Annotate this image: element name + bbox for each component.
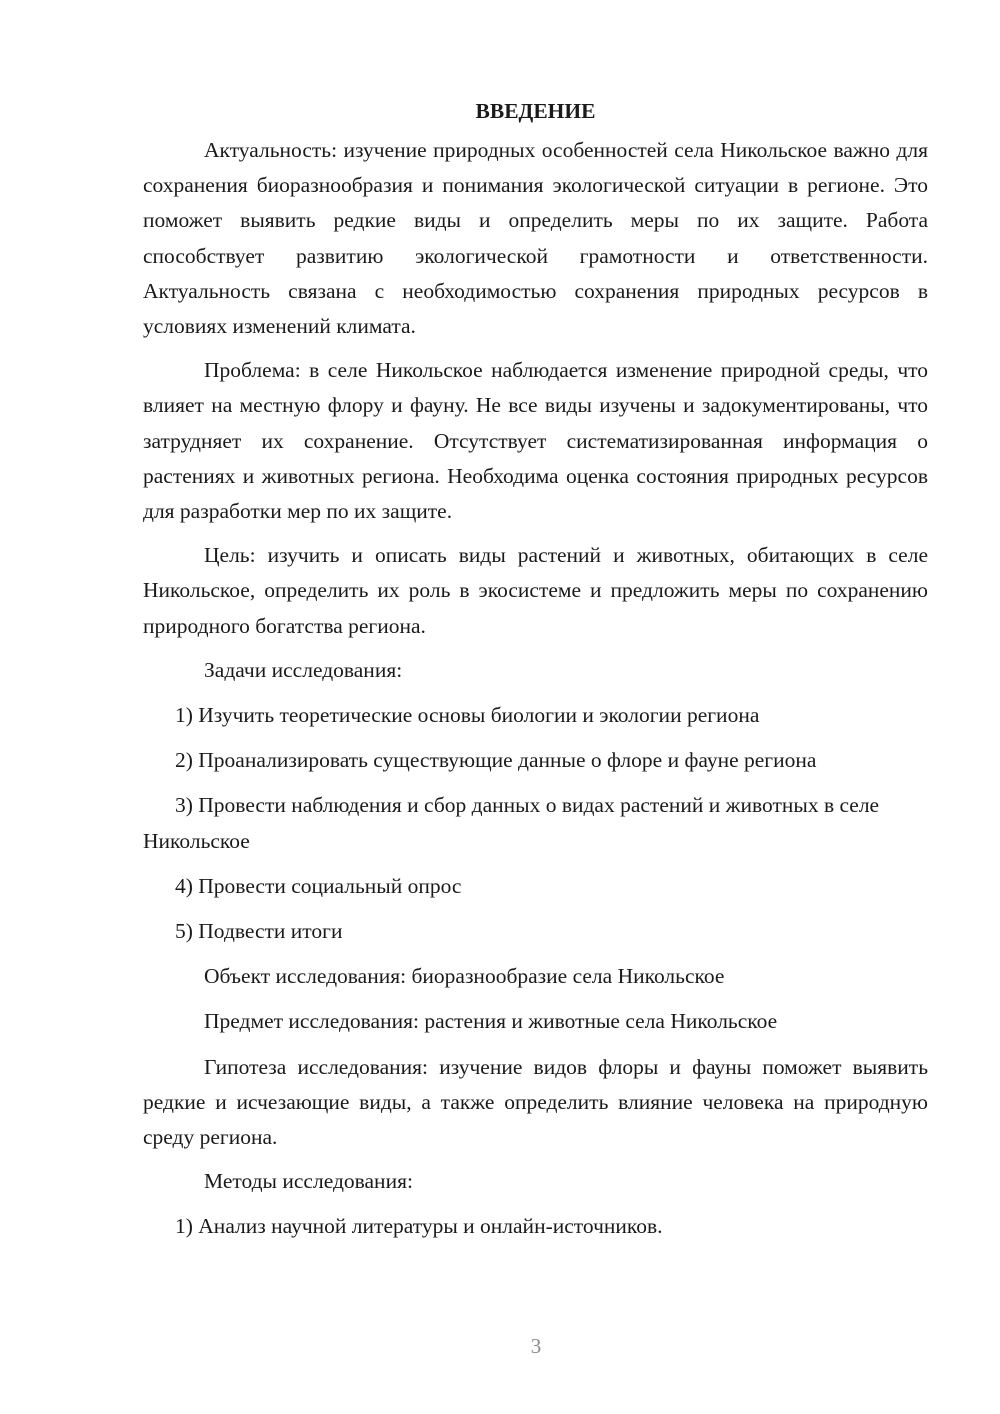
tasks-heading: Задачи исследования:: [204, 657, 403, 682]
task-item-4: 4) Провести социальный опрос: [175, 873, 462, 898]
page-content: [143, 94, 928, 1255]
method-item-1: 1) Анализ научной литературы и онлайн-источников.: [175, 1214, 663, 1239]
relevance-paragraph: Актуальность: изучение природных особенностей села Никольское важно для сохранения биоразнообразия и понимания экологической ситуации в регионе. Это поможет выявить редкие виды и определить меры по их защите. Работа способствует развитию экологической грамотности и ответственности. Актуальность связана с необходимостью сохранения природных ресурсов в условиях изменений климата.: [143, 138, 928, 339]
task-item-1: 1) Изучить теоретические основы биологии и экологии региона: [175, 703, 760, 728]
page-number: 3: [530, 1334, 542, 1358]
research-object: Объект исследования: биоразнообразие села Никольское: [204, 964, 725, 989]
task-item-3: 3) Провести наблюдения и сбор данных о видах растений и животных в селе Никольское: [143, 793, 880, 853]
hypothesis-paragraph: Гипотеза исследования: изучение видов флоры и фауны поможет выявить редкие и исчезающие виды, а также определить влияние человека на природную среду региона.: [143, 1054, 928, 1150]
task-item-2: 2) Проанализировать существующие данные о флоре и фауне региона: [175, 748, 817, 773]
problem-paragraph: Проблема: в селе Никольское наблюдается изменение природной среды, что влияет на местную флору и фауну. Не все виды изучены и задокументированы, что затрудняет их сохранение. Отсутствует систематизированная информация о растениях и животных региона. Необходима оценка состояния природных ресурсов для разработки мер по их защите.: [143, 358, 928, 524]
methods-heading: Методы исследования:: [204, 1169, 413, 1194]
task-item-5: 5) Подвести итоги: [175, 919, 343, 944]
goal-paragraph: Цель: изучить и описать виды растений и животных, обитающих в селе Никольское, определить их роль в экосистеме и предложить меры по сохранению природного богатства региона.: [143, 543, 928, 638]
section-title: ВВЕДЕНИЕ: [475, 99, 596, 123]
research-subject: Предмет исследования: растения и животные села Никольское: [204, 1009, 778, 1034]
